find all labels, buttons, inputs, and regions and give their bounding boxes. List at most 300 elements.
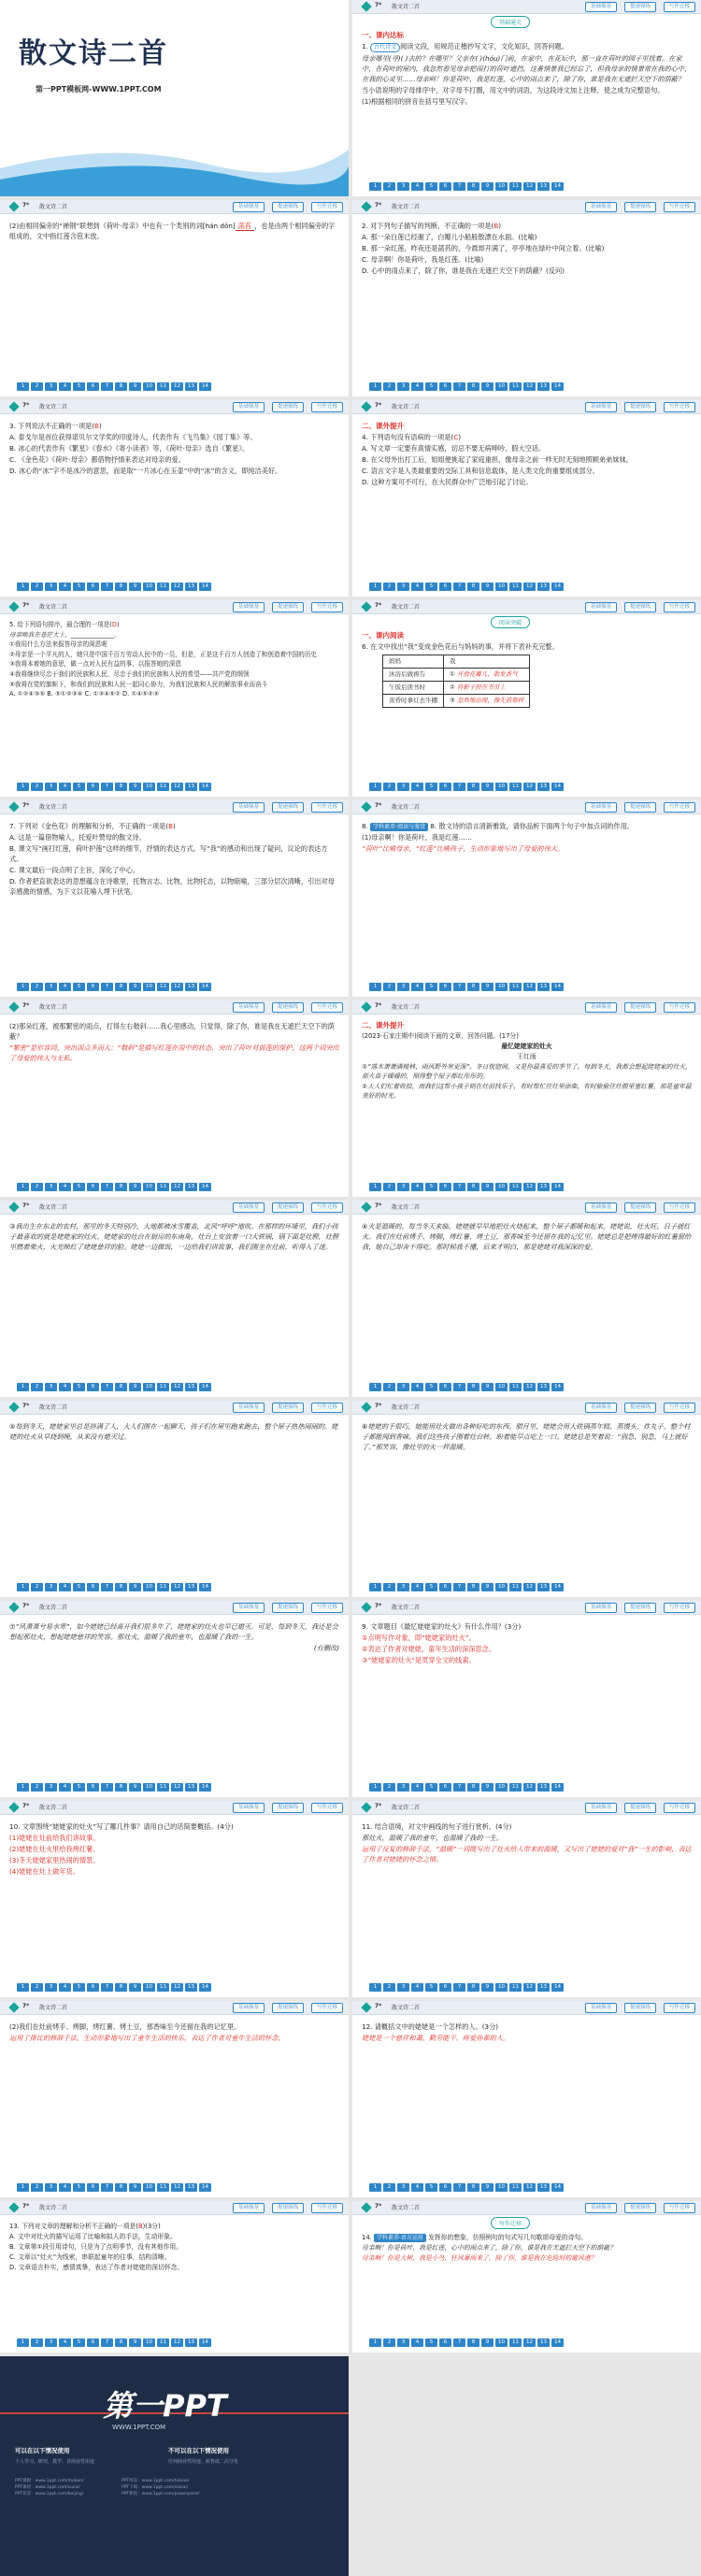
btn-writing[interactable]: 写作迁移 bbox=[311, 202, 343, 212]
page-nav-item[interactable]: 6 bbox=[439, 1183, 451, 1191]
page-nav-item[interactable]: 6 bbox=[439, 182, 451, 191]
page-nav-item[interactable]: 11 bbox=[509, 1383, 522, 1391]
page-nav-item[interactable]: 14 bbox=[551, 2339, 564, 2347]
page-nav-item[interactable]: 10 bbox=[143, 382, 155, 391]
page-nav-item[interactable]: 4 bbox=[411, 182, 423, 191]
page-nav-item[interactable]: 14 bbox=[199, 783, 211, 791]
page-nav-item[interactable]: 9 bbox=[129, 583, 141, 591]
page-nav-item[interactable]: 14 bbox=[551, 382, 564, 391]
page-nav-item[interactable]: 3 bbox=[45, 2339, 57, 2347]
page-nav-item[interactable]: 14 bbox=[551, 783, 564, 791]
page-nav-item[interactable]: 2 bbox=[31, 2339, 43, 2347]
page-nav-item[interactable]: 12 bbox=[523, 783, 536, 791]
btn-speed[interactable]: 提速强练 bbox=[272, 2003, 304, 2013]
page-nav-item[interactable]: 7 bbox=[101, 983, 113, 991]
page-nav-item[interactable]: 1 bbox=[369, 1583, 381, 1591]
page-nav-item[interactable]: 2 bbox=[383, 182, 395, 191]
page-nav-item[interactable]: 8 bbox=[115, 1783, 127, 1792]
page-nav-item[interactable]: 9 bbox=[481, 583, 494, 591]
page-nav-item[interactable]: 12 bbox=[523, 1183, 536, 1191]
page-nav-item[interactable]: 4 bbox=[411, 1783, 423, 1792]
page-nav-item[interactable]: 12 bbox=[171, 2339, 183, 2347]
page-nav-item[interactable]: 12 bbox=[523, 2339, 536, 2347]
page-nav-item[interactable]: 9 bbox=[481, 783, 494, 791]
page-nav-item[interactable]: 4 bbox=[411, 1383, 423, 1391]
page-nav-item[interactable]: 12 bbox=[523, 1583, 536, 1591]
page-nav-item[interactable]: 6 bbox=[87, 1783, 99, 1792]
page-nav-item[interactable]: 5 bbox=[425, 382, 437, 391]
page-nav-item[interactable]: 5 bbox=[425, 1583, 437, 1591]
page-nav-item[interactable]: 9 bbox=[481, 1183, 494, 1191]
page-nav-item[interactable]: 1 bbox=[17, 2183, 29, 2192]
page-nav-item[interactable]: 1 bbox=[17, 382, 29, 391]
page-nav-item[interactable]: 5 bbox=[425, 1783, 437, 1792]
page-nav-item[interactable]: 14 bbox=[551, 983, 564, 991]
page-nav-item[interactable]: 11 bbox=[509, 2339, 522, 2347]
page-nav-item[interactable]: 4 bbox=[59, 1183, 71, 1191]
page-nav-item[interactable]: 10 bbox=[143, 583, 155, 591]
page-nav-item[interactable]: 6 bbox=[87, 1383, 99, 1391]
page-nav-item[interactable]: 12 bbox=[523, 1983, 536, 1992]
page-nav-item[interactable]: 5 bbox=[425, 783, 437, 791]
page-nav-item[interactable]: 7 bbox=[101, 2183, 113, 2192]
page-nav-item[interactable]: 5 bbox=[73, 382, 85, 391]
page-nav-item[interactable]: 12 bbox=[171, 1183, 183, 1191]
page-nav-item[interactable]: 7 bbox=[101, 783, 113, 791]
page-nav-item[interactable]: 5 bbox=[73, 2339, 85, 2347]
page-nav-item[interactable]: 5 bbox=[73, 1383, 85, 1391]
btn-speed[interactable]: 提速强练 bbox=[624, 2, 656, 12]
page-nav-item[interactable]: 11 bbox=[509, 583, 522, 591]
page-nav-item[interactable]: 14 bbox=[551, 1783, 564, 1792]
page-nav-item[interactable]: 9 bbox=[481, 1783, 494, 1792]
btn-speed[interactable]: 提速强练 bbox=[624, 1202, 656, 1213]
page-nav-item[interactable]: 4 bbox=[59, 382, 71, 391]
page-nav-item[interactable]: 10 bbox=[143, 1183, 155, 1191]
page-nav-item[interactable]: 13 bbox=[537, 2339, 550, 2347]
btn-writing[interactable]: 写作迁移 bbox=[311, 602, 343, 612]
page-nav-item[interactable]: 7 bbox=[453, 1383, 465, 1391]
page-nav-item[interactable]: 5 bbox=[425, 583, 437, 591]
page-nav-item[interactable]: 3 bbox=[45, 1783, 57, 1792]
btn-basic[interactable]: 基础强基 bbox=[585, 1803, 617, 1813]
page-nav-item[interactable]: 11 bbox=[157, 1183, 169, 1191]
page-nav-item[interactable]: 1 bbox=[369, 1983, 381, 1992]
page-nav-item[interactable]: 6 bbox=[439, 2183, 451, 2192]
page-nav-item[interactable]: 13 bbox=[185, 1983, 197, 1992]
page-nav-item[interactable]: 2 bbox=[383, 1383, 395, 1391]
page-nav-item[interactable]: 12 bbox=[523, 983, 536, 991]
btn-speed[interactable]: 提速强练 bbox=[272, 1403, 304, 1413]
page-nav-item[interactable]: 10 bbox=[143, 983, 155, 991]
page-nav-item[interactable]: 10 bbox=[495, 2183, 508, 2192]
page-nav-item[interactable]: 3 bbox=[397, 1783, 409, 1792]
page-nav-item[interactable]: 10 bbox=[143, 2339, 155, 2347]
btn-writing[interactable]: 写作迁移 bbox=[311, 1002, 343, 1013]
btn-writing[interactable]: 写作迁移 bbox=[311, 2003, 343, 2013]
page-nav-item[interactable]: 3 bbox=[45, 983, 57, 991]
btn-speed[interactable]: 提速强练 bbox=[624, 802, 656, 813]
page-nav-item[interactable]: 10 bbox=[143, 783, 155, 791]
page-nav-item[interactable]: 6 bbox=[439, 983, 451, 991]
page-nav-item[interactable]: 13 bbox=[537, 1983, 550, 1992]
page-nav-item[interactable]: 5 bbox=[425, 182, 437, 191]
page-nav-item[interactable]: 11 bbox=[509, 1983, 522, 1992]
page-nav-item[interactable]: 1 bbox=[17, 783, 29, 791]
page-nav-item[interactable]: 11 bbox=[509, 2183, 522, 2192]
page-nav-item[interactable]: 9 bbox=[481, 182, 494, 191]
page-nav-item[interactable]: 11 bbox=[157, 2183, 169, 2192]
btn-speed[interactable]: 提速强练 bbox=[624, 202, 656, 212]
page-nav-item[interactable]: 10 bbox=[143, 1583, 155, 1591]
btn-basic[interactable]: 基础强基 bbox=[233, 1002, 265, 1013]
btn-writing[interactable]: 写作迁移 bbox=[664, 1002, 695, 1013]
page-nav-item[interactable]: 4 bbox=[411, 2339, 423, 2347]
page-nav-item[interactable]: 7 bbox=[101, 1183, 113, 1191]
btn-speed[interactable]: 提速强练 bbox=[272, 1803, 304, 1813]
btn-writing[interactable]: 写作迁移 bbox=[311, 802, 343, 813]
page-nav-item[interactable]: 8 bbox=[115, 1183, 127, 1191]
page-nav-item[interactable]: 1 bbox=[369, 983, 381, 991]
page-nav-item[interactable]: 5 bbox=[73, 583, 85, 591]
page-nav-item[interactable]: 1 bbox=[369, 583, 381, 591]
page-nav-item[interactable]: 3 bbox=[397, 382, 409, 391]
page-nav-item[interactable]: 5 bbox=[425, 2183, 437, 2192]
page-nav-item[interactable]: 6 bbox=[439, 1783, 451, 1792]
page-nav-item[interactable]: 3 bbox=[45, 1383, 57, 1391]
page-nav-item[interactable]: 10 bbox=[495, 1583, 508, 1591]
btn-writing[interactable]: 写作迁移 bbox=[664, 1603, 695, 1613]
page-nav-item[interactable]: 5 bbox=[73, 1983, 85, 1992]
page-nav-item[interactable]: 10 bbox=[143, 1383, 155, 1391]
btn-speed[interactable]: 提速强练 bbox=[272, 2203, 304, 2213]
page-nav-item[interactable]: 9 bbox=[129, 1383, 141, 1391]
page-nav-item[interactable]: 12 bbox=[171, 583, 183, 591]
page-nav-item[interactable]: 9 bbox=[481, 983, 494, 991]
page-nav-item[interactable]: 3 bbox=[397, 1183, 409, 1191]
page-nav-item[interactable]: 9 bbox=[129, 1583, 141, 1591]
page-nav-item[interactable]: 13 bbox=[185, 583, 197, 591]
page-nav-item[interactable]: 12 bbox=[171, 382, 183, 391]
page-nav-item[interactable]: 13 bbox=[537, 1583, 550, 1591]
page-nav-item[interactable]: 7 bbox=[453, 1183, 465, 1191]
page-nav-item[interactable]: 13 bbox=[185, 2339, 197, 2347]
btn-basic[interactable]: 基础强基 bbox=[233, 1403, 265, 1413]
btn-writing[interactable]: 写作迁移 bbox=[664, 2203, 695, 2213]
page-nav-item[interactable]: 2 bbox=[31, 2183, 43, 2192]
page-nav-item[interactable]: 11 bbox=[509, 983, 522, 991]
page-nav-item[interactable]: 4 bbox=[59, 1983, 71, 1992]
page-nav-item[interactable]: 6 bbox=[87, 1583, 99, 1591]
page-nav-item[interactable]: 6 bbox=[87, 1983, 99, 1992]
page-nav-item[interactable]: 8 bbox=[115, 2339, 127, 2347]
page-nav-item[interactable]: 13 bbox=[537, 382, 550, 391]
page-nav-item[interactable]: 14 bbox=[199, 1983, 211, 1992]
page-nav-item[interactable]: 4 bbox=[59, 783, 71, 791]
page-nav-item[interactable]: 4 bbox=[411, 1983, 423, 1992]
btn-basic[interactable]: 基础强基 bbox=[233, 202, 265, 212]
page-nav-item[interactable]: 3 bbox=[397, 2339, 409, 2347]
page-nav-item[interactable]: 3 bbox=[45, 1183, 57, 1191]
page-nav-item[interactable]: 2 bbox=[383, 1783, 395, 1792]
page-nav-item[interactable]: 3 bbox=[397, 783, 409, 791]
page-nav-item[interactable]: 9 bbox=[129, 2183, 141, 2192]
btn-speed[interactable]: 提速强练 bbox=[624, 2203, 656, 2213]
page-nav-item[interactable]: 6 bbox=[87, 583, 99, 591]
btn-writing[interactable]: 写作迁移 bbox=[664, 602, 695, 612]
btn-writing[interactable]: 写作迁移 bbox=[664, 1202, 695, 1213]
page-nav-item[interactable]: 12 bbox=[523, 1783, 536, 1792]
page-nav-item[interactable]: 5 bbox=[73, 1583, 85, 1591]
page-nav-item[interactable]: 5 bbox=[73, 983, 85, 991]
btn-writing[interactable]: 写作迁移 bbox=[311, 1603, 343, 1613]
page-nav-item[interactable]: 2 bbox=[31, 1383, 43, 1391]
page-nav-item[interactable]: 6 bbox=[87, 1183, 99, 1191]
btn-basic[interactable]: 基础强基 bbox=[585, 402, 617, 412]
btn-writing[interactable]: 写作迁移 bbox=[311, 1403, 343, 1413]
page-nav-item[interactable]: 8 bbox=[115, 1583, 127, 1591]
page-nav-item[interactable]: 6 bbox=[87, 382, 99, 391]
page-nav-item[interactable]: 6 bbox=[439, 583, 451, 591]
page-nav-item[interactable]: 13 bbox=[185, 1583, 197, 1591]
btn-speed[interactable]: 提速强练 bbox=[272, 202, 304, 212]
page-nav-item[interactable]: 10 bbox=[495, 1383, 508, 1391]
page-nav-item[interactable]: 4 bbox=[411, 783, 423, 791]
page-nav-item[interactable]: 14 bbox=[199, 382, 211, 391]
page-nav-item[interactable]: 5 bbox=[73, 1183, 85, 1191]
page-nav-item[interactable]: 14 bbox=[199, 2183, 211, 2192]
page-nav-item[interactable]: 7 bbox=[101, 1383, 113, 1391]
page-nav-item[interactable]: 5 bbox=[425, 1383, 437, 1391]
page-nav-item[interactable]: 6 bbox=[439, 1583, 451, 1591]
page-nav-item[interactable]: 9 bbox=[129, 1183, 141, 1191]
page-nav-item[interactable]: 9 bbox=[481, 1983, 494, 1992]
page-nav-item[interactable]: 11 bbox=[157, 2339, 169, 2347]
page-nav-item[interactable]: 3 bbox=[45, 382, 57, 391]
page-nav-item[interactable]: 3 bbox=[397, 1383, 409, 1391]
page-nav-item[interactable]: 8 bbox=[467, 1983, 479, 1992]
btn-basic[interactable]: 基础强基 bbox=[585, 802, 617, 813]
page-nav-item[interactable]: 6 bbox=[439, 2339, 451, 2347]
page-nav-item[interactable]: 12 bbox=[171, 1783, 183, 1792]
page-nav-item[interactable]: 6 bbox=[87, 783, 99, 791]
btn-speed[interactable]: 提速强练 bbox=[624, 1002, 656, 1013]
btn-speed[interactable]: 提速强练 bbox=[624, 602, 656, 612]
page-nav-item[interactable]: 7 bbox=[453, 382, 465, 391]
page-nav-item[interactable]: 1 bbox=[17, 1183, 29, 1191]
btn-writing[interactable]: 写作迁移 bbox=[664, 1403, 695, 1413]
page-nav-item[interactable]: 1 bbox=[17, 1383, 29, 1391]
page-nav-item[interactable]: 6 bbox=[87, 983, 99, 991]
page-nav-item[interactable]: 1 bbox=[17, 583, 29, 591]
page-nav-item[interactable]: 1 bbox=[17, 2339, 29, 2347]
page-nav-item[interactable]: 11 bbox=[509, 1783, 522, 1792]
page-nav-item[interactable]: 1 bbox=[369, 1183, 381, 1191]
page-nav-item[interactable]: 11 bbox=[509, 182, 522, 191]
btn-basic[interactable]: 基础强基 bbox=[233, 802, 265, 813]
page-nav-item[interactable]: 4 bbox=[59, 1583, 71, 1591]
page-nav-item[interactable]: 14 bbox=[199, 2339, 211, 2347]
page-nav-item[interactable]: 4 bbox=[59, 2183, 71, 2192]
page-nav-item[interactable]: 12 bbox=[171, 1583, 183, 1591]
page-nav-item[interactable]: 13 bbox=[185, 783, 197, 791]
btn-writing[interactable]: 写作迁移 bbox=[664, 2, 695, 12]
page-nav-item[interactable]: 13 bbox=[537, 783, 550, 791]
page-nav-item[interactable]: 13 bbox=[537, 1183, 550, 1191]
page-nav-item[interactable]: 7 bbox=[101, 1983, 113, 1992]
btn-basic[interactable]: 基础强基 bbox=[233, 1202, 265, 1213]
page-nav-item[interactable]: 14 bbox=[199, 583, 211, 591]
page-nav-item[interactable]: 11 bbox=[157, 1583, 169, 1591]
page-nav-item[interactable]: 8 bbox=[115, 783, 127, 791]
page-nav-item[interactable]: 1 bbox=[17, 1783, 29, 1792]
page-nav-item[interactable]: 11 bbox=[157, 1983, 169, 1992]
page-nav-item[interactable]: 4 bbox=[59, 983, 71, 991]
page-nav-item[interactable]: 8 bbox=[115, 2183, 127, 2192]
page-nav-item[interactable]: 4 bbox=[411, 382, 423, 391]
btn-basic[interactable]: 基础强基 bbox=[233, 602, 265, 612]
page-nav-item[interactable]: 7 bbox=[101, 1583, 113, 1591]
btn-basic[interactable]: 基础强基 bbox=[585, 1202, 617, 1213]
page-nav-item[interactable]: 12 bbox=[523, 382, 536, 391]
page-nav-item[interactable]: 7 bbox=[101, 2339, 113, 2347]
btn-writing[interactable]: 写作迁移 bbox=[311, 1202, 343, 1213]
page-nav-item[interactable]: 13 bbox=[185, 2183, 197, 2192]
page-nav-item[interactable]: 8 bbox=[467, 382, 479, 391]
btn-speed[interactable]: 提速强练 bbox=[624, 2003, 656, 2013]
page-nav-item[interactable]: 2 bbox=[383, 583, 395, 591]
page-nav-item[interactable]: 9 bbox=[481, 2339, 494, 2347]
page-nav-item[interactable]: 10 bbox=[495, 583, 508, 591]
page-nav-item[interactable]: 11 bbox=[509, 1583, 522, 1591]
page-nav-item[interactable]: 14 bbox=[551, 1983, 564, 1992]
page-nav-item[interactable]: 4 bbox=[411, 2183, 423, 2192]
page-nav-item[interactable]: 12 bbox=[171, 2183, 183, 2192]
page-nav-item[interactable]: 9 bbox=[129, 1983, 141, 1992]
btn-speed[interactable]: 提速强练 bbox=[272, 1002, 304, 1013]
btn-basic[interactable]: 基础强基 bbox=[585, 1403, 617, 1413]
page-nav-item[interactable]: 9 bbox=[129, 2339, 141, 2347]
page-nav-item[interactable]: 9 bbox=[481, 1583, 494, 1591]
page-nav-item[interactable]: 8 bbox=[467, 1583, 479, 1591]
page-nav-item[interactable]: 10 bbox=[495, 1183, 508, 1191]
page-nav-item[interactable]: 13 bbox=[537, 583, 550, 591]
page-nav-item[interactable]: 14 bbox=[199, 1183, 211, 1191]
page-nav-item[interactable]: 6 bbox=[439, 382, 451, 391]
page-nav-item[interactable]: 6 bbox=[439, 1383, 451, 1391]
page-nav-item[interactable]: 1 bbox=[17, 983, 29, 991]
page-nav-item[interactable]: 8 bbox=[467, 1383, 479, 1391]
btn-basic[interactable]: 基础强基 bbox=[585, 602, 617, 612]
page-nav-item[interactable]: 13 bbox=[537, 182, 550, 191]
page-nav-item[interactable]: 1 bbox=[369, 182, 381, 191]
btn-writing[interactable]: 写作迁移 bbox=[664, 202, 695, 212]
page-nav-item[interactable]: 8 bbox=[467, 783, 479, 791]
page-nav-item[interactable]: 8 bbox=[467, 983, 479, 991]
page-nav-item[interactable]: 2 bbox=[383, 382, 395, 391]
page-nav-item[interactable]: 1 bbox=[17, 1583, 29, 1591]
btn-writing[interactable]: 写作迁移 bbox=[664, 802, 695, 813]
page-nav-item[interactable]: 1 bbox=[369, 783, 381, 791]
page-nav-item[interactable]: 5 bbox=[73, 2183, 85, 2192]
page-nav-item[interactable]: 14 bbox=[199, 1783, 211, 1792]
page-nav-item[interactable]: 2 bbox=[383, 2183, 395, 2192]
page-nav-item[interactable]: 5 bbox=[73, 1783, 85, 1792]
page-nav-item[interactable]: 4 bbox=[59, 1383, 71, 1391]
page-nav-item[interactable]: 12 bbox=[523, 182, 536, 191]
page-nav-item[interactable]: 7 bbox=[453, 583, 465, 591]
btn-basic[interactable]: 基础强基 bbox=[585, 1603, 617, 1613]
page-nav-item[interactable]: 1 bbox=[369, 1783, 381, 1792]
page-nav-item[interactable]: 12 bbox=[523, 2183, 536, 2192]
btn-basic[interactable]: 基础强基 bbox=[585, 1002, 617, 1013]
page-nav-item[interactable]: 5 bbox=[425, 2339, 437, 2347]
page-nav-item[interactable]: 14 bbox=[551, 1383, 564, 1391]
page-nav-item[interactable]: 8 bbox=[115, 1983, 127, 1992]
page-nav-item[interactable]: 11 bbox=[509, 382, 522, 391]
btn-basic[interactable]: 基础强基 bbox=[233, 402, 265, 412]
page-nav-item[interactable]: 12 bbox=[171, 983, 183, 991]
page-nav-item[interactable]: 7 bbox=[453, 2339, 465, 2347]
page-nav-item[interactable]: 3 bbox=[397, 1983, 409, 1992]
page-nav-item[interactable]: 13 bbox=[537, 983, 550, 991]
page-nav-item[interactable]: 4 bbox=[411, 583, 423, 591]
page-nav-item[interactable]: 5 bbox=[425, 1983, 437, 1992]
page-nav-item[interactable]: 2 bbox=[383, 983, 395, 991]
page-nav-item[interactable]: 2 bbox=[383, 1983, 395, 1992]
btn-writing[interactable]: 写作迁移 bbox=[664, 1803, 695, 1813]
btn-speed[interactable]: 提速强练 bbox=[272, 1202, 304, 1213]
page-nav-item[interactable]: 13 bbox=[537, 1783, 550, 1792]
btn-basic[interactable]: 基础强基 bbox=[585, 2203, 617, 2213]
page-nav-item[interactable]: 11 bbox=[157, 1783, 169, 1792]
page-nav-item[interactable]: 9 bbox=[129, 1783, 141, 1792]
page-nav-item[interactable]: 1 bbox=[369, 382, 381, 391]
page-nav-item[interactable]: 2 bbox=[31, 1783, 43, 1792]
btn-speed[interactable]: 提速强练 bbox=[272, 1603, 304, 1613]
btn-writing[interactable]: 写作迁移 bbox=[311, 402, 343, 412]
page-nav-item[interactable]: 13 bbox=[185, 382, 197, 391]
page-nav-item[interactable]: 14 bbox=[551, 583, 564, 591]
btn-speed[interactable]: 提速强练 bbox=[272, 402, 304, 412]
page-nav-item[interactable]: 7 bbox=[453, 182, 465, 191]
page-nav-item[interactable]: 5 bbox=[425, 1183, 437, 1191]
page-nav-item[interactable]: 7 bbox=[453, 983, 465, 991]
page-nav-item[interactable]: 14 bbox=[199, 983, 211, 991]
page-nav-item[interactable]: 9 bbox=[481, 1383, 494, 1391]
page-nav-item[interactable]: 4 bbox=[411, 1583, 423, 1591]
page-nav-item[interactable]: 3 bbox=[397, 583, 409, 591]
page-nav-item[interactable]: 11 bbox=[157, 983, 169, 991]
page-nav-item[interactable]: 10 bbox=[495, 1783, 508, 1792]
btn-writing[interactable]: 写作迁移 bbox=[311, 2203, 343, 2213]
page-nav-item[interactable]: 9 bbox=[481, 2183, 494, 2192]
page-nav-item[interactable]: 2 bbox=[31, 1583, 43, 1591]
page-nav-item[interactable]: 2 bbox=[383, 1183, 395, 1191]
page-nav-item[interactable]: 12 bbox=[171, 1383, 183, 1391]
page-nav-item[interactable]: 10 bbox=[495, 983, 508, 991]
page-nav-item[interactable]: 12 bbox=[171, 1983, 183, 1992]
page-nav-item[interactable]: 11 bbox=[157, 382, 169, 391]
page-nav-item[interactable]: 14 bbox=[551, 2183, 564, 2192]
page-nav-item[interactable]: 13 bbox=[537, 1383, 550, 1391]
page-nav-item[interactable]: 3 bbox=[397, 182, 409, 191]
page-nav-item[interactable]: 10 bbox=[143, 2183, 155, 2192]
page-nav-item[interactable]: 9 bbox=[129, 382, 141, 391]
btn-speed[interactable]: 提速强练 bbox=[624, 1603, 656, 1613]
page-nav-item[interactable]: 12 bbox=[171, 783, 183, 791]
page-nav-item[interactable]: 4 bbox=[411, 1183, 423, 1191]
